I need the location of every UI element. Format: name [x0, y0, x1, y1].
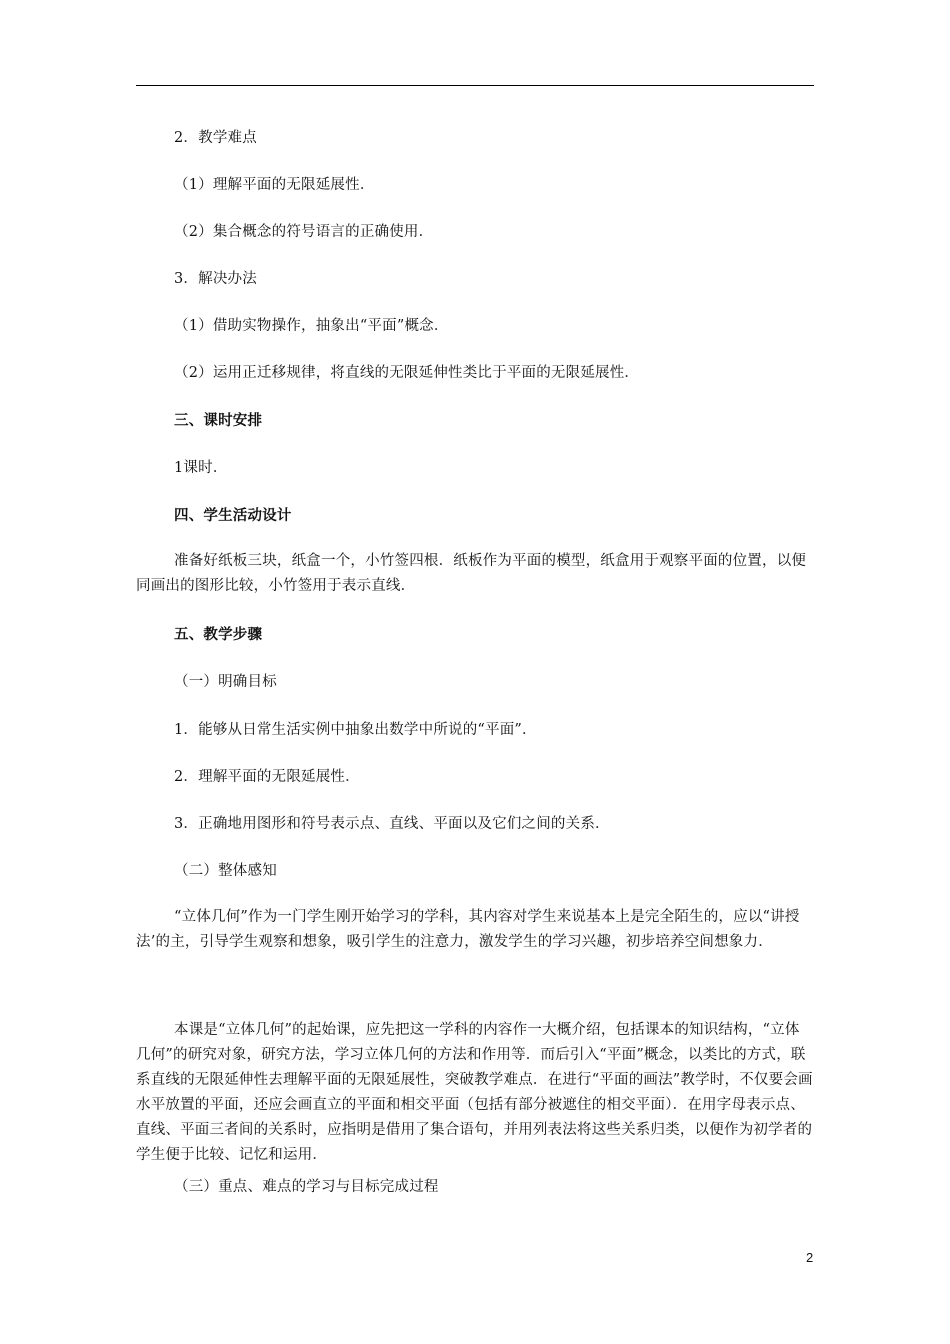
subheading-solution: 3．解决办法 — [174, 271, 257, 287]
paragraph-lesson-intro: 本课是“立体几何”的起始课，应先把这一学科的内容作一大概介绍，包括课本的知识结构，“立体几何”的研究对象，研究方法，学习立体几何的方法和作用等．而后引入“平面”概念，以类比的方式，联系直线的无限延伸性去理解平面的无限延展性，突破教学难点．在进行“平面的画法”教学时，不仅要会画水平放置的平面，还应会画直立的平面和相交平面（包括有部分被遮住的相交平面）．在用字母表示点、直线、平面三者间的关系时，应指明是借用了集合语句，并用列表法将这些关系归类，以便作为初学者的学生便于比较、记忆和运用． — [136, 1022, 813, 1163]
paragraph-overview: “立体几何”作为一门学生刚开始学习的学科，其内容对学生来说基本上是完全陌生的，应以“讲授法’的主，引导学生观察和想象，吸引学生的注意力，激发学生的学习兴趣，初步培养空间想象力． — [136, 909, 800, 950]
list-item: （1）借助实物操作，抽象出“平面”概念． — [174, 318, 449, 334]
subheading-process: （三）重点、难点的学习与目标完成过程 — [174, 1179, 439, 1195]
schedule-text: 1课时． — [174, 460, 228, 476]
list-item: （1）理解平面的无限延展性． — [174, 177, 375, 193]
list-item: 3．正确地用图形和符号表示点、直线、平面以及它们之间的关系． — [174, 816, 610, 832]
paragraph-activity: 准备好纸板三块，纸盒一个，小竹签四根．纸板作为平面的模型，纸盒用于观察平面的位置，以便同画出的图形比较，小竹签用于表示直线． — [136, 553, 807, 594]
section-heading-schedule: 三、课时安排 — [174, 412, 263, 429]
subheading-goals: （一）明确目标 — [174, 674, 277, 690]
list-item: 2．理解平面的无限延展性． — [174, 769, 360, 785]
section-heading-student-activity: 四、学生活动设计 — [174, 507, 292, 524]
header-rule — [136, 85, 814, 86]
list-item: 1．能够从日常生活实例中抽象出数学中所说的“平面”． — [174, 722, 537, 738]
subheading-overall-perception: （二）整体感知 — [174, 863, 277, 879]
section-heading-teaching-steps: 五、教学步骤 — [174, 626, 263, 643]
subheading-teaching-difficulties: 2．教学难点 — [174, 130, 257, 146]
page-number: 2 — [806, 1250, 814, 1265]
list-item: （2）运用正迁移规律，将直线的无限延伸性类比于平面的无限延展性． — [174, 365, 640, 381]
list-item: （2）集合概念的符号语言的正确使用． — [174, 224, 434, 240]
